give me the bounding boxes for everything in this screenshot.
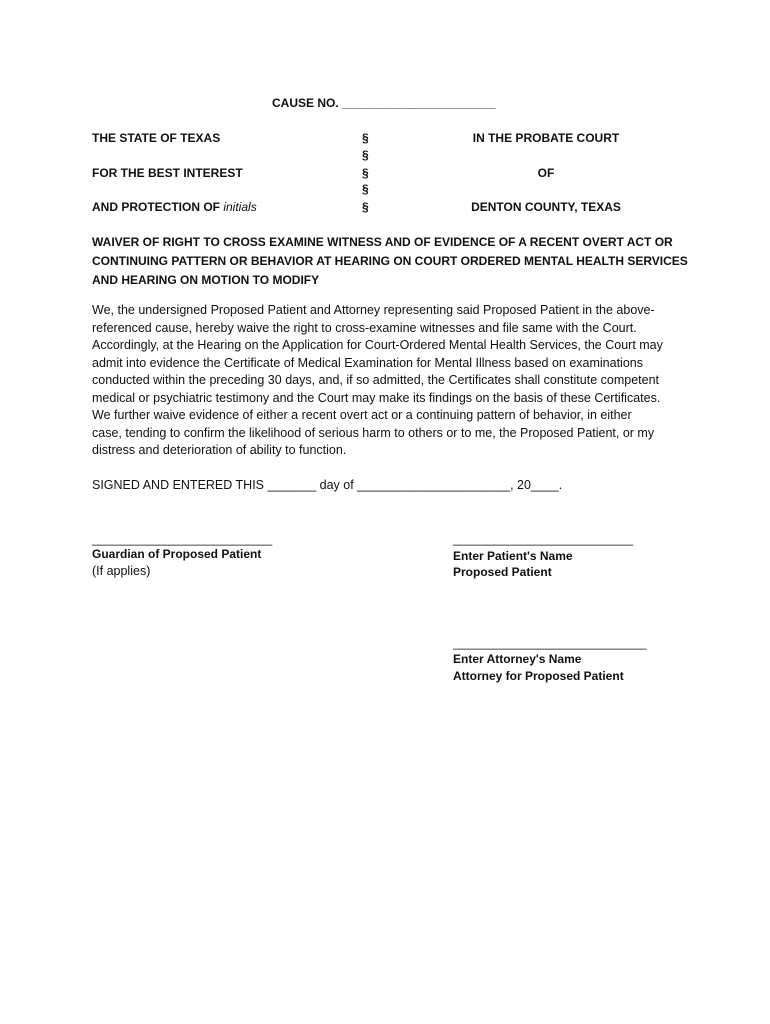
patient-label: Proposed Patient bbox=[453, 565, 552, 579]
section-symbol: § bbox=[362, 131, 369, 145]
patient-signature-line[interactable]: ___________________________ bbox=[453, 532, 634, 546]
cause-number: CAUSE NO. _______________________ bbox=[272, 96, 496, 110]
paragraph-line: distress and deterioration of ability to function. bbox=[92, 443, 347, 457]
attorney-name-field[interactable]: Enter Attorney's Name bbox=[453, 652, 582, 666]
attorney-label: Attorney for Proposed Patient bbox=[453, 669, 624, 683]
paragraph-line: conducted within the preceding 30 days, and, if so admitted, the Certificates shall constitute competent bbox=[92, 373, 659, 387]
waiver-paragraph bbox=[92, 302, 692, 460]
title-line: CONTINUING PATTERN OR BEHAVIOR AT HEARING ON COURT ORDERED MENTAL HEALTH SERVICES bbox=[92, 254, 688, 268]
caption-protection-prefix: AND PROTECTION OF bbox=[92, 200, 220, 214]
guardian-note: (If applies) bbox=[92, 564, 151, 578]
guardian-label: Guardian of Proposed Patient bbox=[92, 547, 262, 561]
paragraph-line: medical or psychiatric testimony and the Court may make its findings on the basis of these Certificates. bbox=[92, 390, 661, 405]
caption-of: OF bbox=[537, 166, 555, 180]
document-title bbox=[92, 233, 688, 290]
paragraph-line: case, tending to confirm the likelihood of serious harm to others or to me, the Proposed Patient, or my bbox=[92, 425, 655, 440]
title-line: AND HEARING ON MOTION TO MODIFY bbox=[92, 273, 320, 287]
patient-name-field[interactable]: Enter Patient's Name bbox=[453, 549, 573, 563]
paragraph-line: admit into evidence the Certificate of Medical Examination for Mental Illness based on examinations bbox=[92, 355, 643, 370]
title-line: WAIVER OF RIGHT TO CROSS EXAMINE WITNESS AND OF EVIDENCE OF A RECENT OVERT ACT OR bbox=[92, 235, 673, 249]
paragraph-line: referenced cause, hereby waive the right to cross-examine witnesses and file same with the Court. bbox=[92, 320, 637, 335]
caption-denton-county: DENTON COUNTY, TEXAS bbox=[471, 200, 621, 214]
paragraph-line: We further waive evidence of either a recent overt act or a continuing pattern of behavior, in either bbox=[92, 408, 632, 422]
caption-state-of-texas: THE STATE OF TEXAS bbox=[92, 131, 221, 145]
section-symbol: § bbox=[362, 182, 369, 196]
initials-field[interactable]: initials bbox=[223, 200, 257, 214]
section-symbol: § bbox=[362, 148, 369, 162]
caption-best-interest: FOR THE BEST INTEREST bbox=[92, 166, 243, 180]
guardian-signature-line[interactable]: ___________________________ bbox=[92, 532, 273, 546]
attorney-signature-line[interactable]: _____________________________ bbox=[453, 636, 647, 650]
section-symbol: § bbox=[362, 200, 369, 214]
paragraph-line: We, the undersigned Proposed Patient and Attorney representing said Proposed Patient in the above- bbox=[92, 303, 655, 317]
caption-protection-of bbox=[92, 200, 257, 214]
signed-entered-line: SIGNED AND ENTERED THIS _______ day of ______________________, 20____. bbox=[92, 478, 563, 492]
section-symbol: § bbox=[362, 166, 369, 180]
caption-probate-court: IN THE PROBATE COURT bbox=[472, 131, 620, 145]
paragraph-line: Accordingly, at the Hearing on the Application for Court-Ordered Mental Health Services, the Court may bbox=[92, 338, 663, 352]
